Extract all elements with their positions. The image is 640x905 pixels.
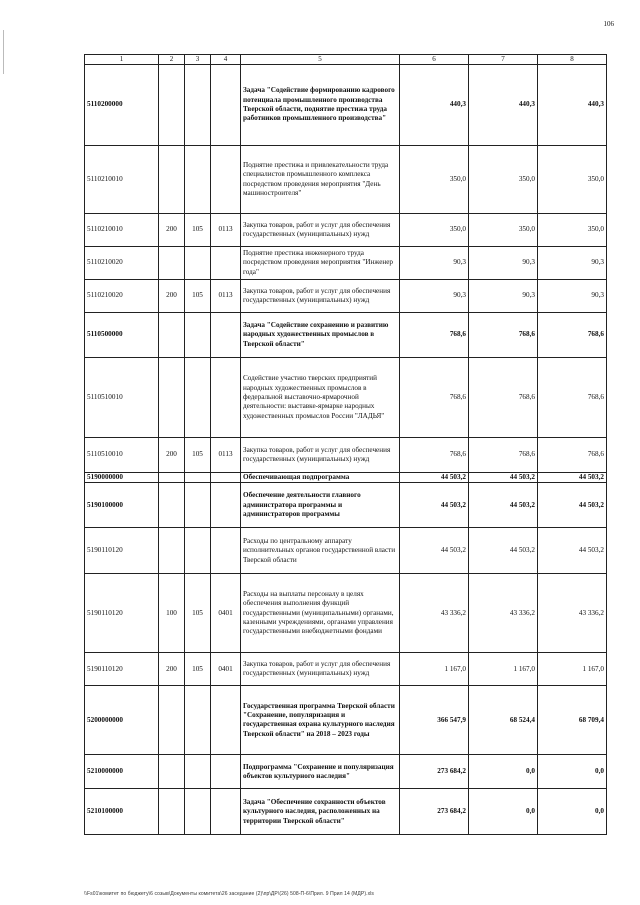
section-cell: 0401 <box>211 574 241 653</box>
amount-col7-cell: 350,0 <box>469 146 538 214</box>
header-cell: 3 <box>185 55 211 65</box>
section-cell <box>211 755 241 789</box>
item-name-cell: Задача "Обеспечение сохранности объектов культурного наследия, расположенных на территории Тверской области" <box>241 789 400 835</box>
budget-code-cell: 5110510010 <box>85 438 159 473</box>
amount-col7-cell: 90,3 <box>469 247 538 280</box>
budget-code-cell: 5200000000 <box>85 686 159 755</box>
amount-col6-cell: 768,6 <box>400 313 469 358</box>
expense-type-cell <box>159 146 185 214</box>
budget-code-cell: 5110500000 <box>85 313 159 358</box>
table-row <box>85 65 607 146</box>
header-cell: 1 <box>85 55 159 65</box>
budget-code-cell: 5110210010 <box>85 146 159 214</box>
section-cell <box>211 358 241 438</box>
item-name-cell: Поднятие престижа и привлекательности труда специалистов промышленного комплекса посредством проведения мероприятия "День машиностроителя" <box>241 146 400 214</box>
item-name-cell: Задача "Содействие формированию кадрового потенциала промышленного производства Тверской области, поднятие престижа труда работников промышленного производства" <box>241 65 400 146</box>
department-cell <box>185 313 211 358</box>
item-name-cell: Закупка товаров, работ и услуг для обеспечения государственных (муниципальных) нужд <box>241 214 400 247</box>
amount-col8-cell: 44 503,2 <box>538 473 607 483</box>
amount-col7-cell: 768,6 <box>469 438 538 473</box>
amount-col7-cell: 43 336,2 <box>469 574 538 653</box>
amount-col8-cell: 350,0 <box>538 214 607 247</box>
expense-type-cell <box>159 789 185 835</box>
expense-type-cell: 200 <box>159 438 185 473</box>
section-cell: 0113 <box>211 438 241 473</box>
amount-col6-cell: 350,0 <box>400 214 469 247</box>
budget-code-cell: 5210000000 <box>85 755 159 789</box>
expense-type-cell: 200 <box>159 653 185 686</box>
amount-col8-cell: 1 167,0 <box>538 653 607 686</box>
department-cell: 105 <box>185 653 211 686</box>
department-cell <box>185 473 211 483</box>
expense-type-cell: 100 <box>159 574 185 653</box>
expense-type-cell: 200 <box>159 280 185 313</box>
section-cell <box>211 247 241 280</box>
table-row <box>85 473 607 483</box>
amount-col7-cell: 44 503,2 <box>469 528 538 574</box>
section-cell: 0113 <box>211 214 241 247</box>
page-number: 106 <box>603 20 614 28</box>
amount-col8-cell: 0,0 <box>538 789 607 835</box>
amount-col6-cell: 768,6 <box>400 438 469 473</box>
department-cell <box>185 358 211 438</box>
budget-code-cell: 5190110120 <box>85 574 159 653</box>
amount-col6-cell: 90,3 <box>400 280 469 313</box>
department-cell <box>185 528 211 574</box>
amount-col6-cell: 350,0 <box>400 146 469 214</box>
department-cell: 105 <box>185 280 211 313</box>
department-cell: 105 <box>185 214 211 247</box>
amount-col6-cell: 366 547,9 <box>400 686 469 755</box>
department-cell: 105 <box>185 438 211 473</box>
item-name-cell: Закупка товаров, работ и услуг для обеспечения государственных (муниципальных) нужд <box>241 438 400 473</box>
table-row <box>85 528 607 574</box>
amount-col7-cell: 44 503,2 <box>469 473 538 483</box>
table-row <box>85 358 607 438</box>
amount-col8-cell: 43 336,2 <box>538 574 607 653</box>
item-name-cell: Поднятие престижа инженерного труда посредством проведения мероприятия "Инженер года" <box>241 247 400 280</box>
expense-type-cell <box>159 686 185 755</box>
amount-col7-cell: 0,0 <box>469 755 538 789</box>
table-row <box>85 789 607 835</box>
amount-col7-cell: 90,3 <box>469 280 538 313</box>
table-row <box>85 483 607 528</box>
department-cell <box>185 789 211 835</box>
item-name-cell: Обеспечение деятельности главного администратора программы и администраторов программы <box>241 483 400 528</box>
amount-col8-cell: 44 503,2 <box>538 528 607 574</box>
table-row <box>85 653 607 686</box>
budget-code-cell: 5110210020 <box>85 280 159 313</box>
amount-col6-cell: 1 167,0 <box>400 653 469 686</box>
amount-col6-cell: 768,6 <box>400 358 469 438</box>
amount-col6-cell: 44 503,2 <box>400 473 469 483</box>
amount-col6-cell: 44 503,2 <box>400 483 469 528</box>
section-cell <box>211 313 241 358</box>
table-row <box>85 247 607 280</box>
header-cell: 5 <box>241 55 400 65</box>
budget-code-cell: 5110200000 <box>85 65 159 146</box>
section-cell <box>211 528 241 574</box>
footer-file-path: \\Fs01\комитет по бюджету\6 созыв\Документы комитета\26 заседание (2)\пр\ДР\(26) 508-П-6\Прил. 9 Прил 14 (МДР).xls <box>84 891 375 897</box>
section-cell <box>211 483 241 528</box>
header-cell: 8 <box>538 55 607 65</box>
section-cell <box>211 789 241 835</box>
item-name-cell: Закупка товаров, работ и услуг для обеспечения государственных (муниципальных) нужд <box>241 653 400 686</box>
budget-code-cell: 5190000000 <box>85 473 159 483</box>
amount-col8-cell: 350,0 <box>538 146 607 214</box>
department-cell <box>185 686 211 755</box>
section-cell <box>211 65 241 146</box>
item-name-cell: Закупка товаров, работ и услуг для обеспечения государственных (муниципальных) нужд <box>241 280 400 313</box>
budget-code-cell: 5190110120 <box>85 528 159 574</box>
item-name-cell: Содействие участию тверских предприятий народных художественных промыслов в федеральной выставочно-ярмарочной деятельности: выставке-ярмарке народных художественных промыслов России "ЛАДЬЯ" <box>241 358 400 438</box>
header-cell: 4 <box>211 55 241 65</box>
department-cell <box>185 65 211 146</box>
amount-col6-cell: 273 684,2 <box>400 789 469 835</box>
amount-col7-cell: 350,0 <box>469 214 538 247</box>
header-cell: 7 <box>469 55 538 65</box>
amount-col7-cell: 440,3 <box>469 65 538 146</box>
table-row <box>85 686 607 755</box>
budget-code-cell: 5190100000 <box>85 483 159 528</box>
expense-type-cell <box>159 313 185 358</box>
table-row <box>85 280 607 313</box>
amount-col8-cell: 90,3 <box>538 280 607 313</box>
amount-col8-cell: 768,6 <box>538 438 607 473</box>
table-body <box>85 55 607 835</box>
expense-type-cell <box>159 473 185 483</box>
section-cell <box>211 146 241 214</box>
amount-col7-cell: 768,6 <box>469 358 538 438</box>
item-name-cell: Расходы на выплаты персоналу в целях обеспечения выполнения функций государственными (муниципальными) органами, казенными учреждениями, органами управления государственными внебюджетными фондами <box>241 574 400 653</box>
amount-col8-cell: 90,3 <box>538 247 607 280</box>
amount-col8-cell: 768,6 <box>538 313 607 358</box>
item-name-cell: Расходы по центральному аппарату исполнительных органов государственной власти Тверской области <box>241 528 400 574</box>
scan-edge-mark <box>3 30 4 74</box>
budget-code-cell: 5110510010 <box>85 358 159 438</box>
header-cell: 2 <box>159 55 185 65</box>
table-row <box>85 214 607 247</box>
amount-col8-cell: 440,3 <box>538 65 607 146</box>
section-cell <box>211 473 241 483</box>
amount-col7-cell: 0,0 <box>469 789 538 835</box>
amount-col7-cell: 68 524,4 <box>469 686 538 755</box>
department-cell <box>185 146 211 214</box>
table-row <box>85 313 607 358</box>
section-cell: 0401 <box>211 653 241 686</box>
amount-col6-cell: 440,3 <box>400 65 469 146</box>
expense-type-cell <box>159 483 185 528</box>
expense-type-cell <box>159 755 185 789</box>
department-cell <box>185 247 211 280</box>
header-cell: 6 <box>400 55 469 65</box>
expense-type-cell <box>159 528 185 574</box>
amount-col7-cell: 1 167,0 <box>469 653 538 686</box>
budget-code-cell: 5190110120 <box>85 653 159 686</box>
item-name-cell: Государственная программа Тверской области "Сохранение, популяризация и государственная охрана культурного наследия Тверской области" на 2018 – 2023 годы <box>241 686 400 755</box>
amount-col6-cell: 90,3 <box>400 247 469 280</box>
department-cell <box>185 483 211 528</box>
amount-col8-cell: 44 503,2 <box>538 483 607 528</box>
table-row <box>85 438 607 473</box>
item-name-cell: Подпрограмма "Сохранение и популяризация объектов культурного наследия" <box>241 755 400 789</box>
expense-type-cell <box>159 358 185 438</box>
amount-col6-cell: 273 684,2 <box>400 755 469 789</box>
budget-table <box>84 54 607 835</box>
expense-type-cell <box>159 247 185 280</box>
department-cell <box>185 755 211 789</box>
expense-type-cell <box>159 65 185 146</box>
amount-col7-cell: 768,6 <box>469 313 538 358</box>
amount-col8-cell: 768,6 <box>538 358 607 438</box>
budget-code-cell: 5110210010 <box>85 214 159 247</box>
table-row <box>85 755 607 789</box>
item-name-cell: Обеспечивающая подпрограмма <box>241 473 400 483</box>
section-cell <box>211 686 241 755</box>
table-row <box>85 146 607 214</box>
budget-code-cell: 5110210020 <box>85 247 159 280</box>
budget-code-cell: 5210100000 <box>85 789 159 835</box>
amount-col8-cell: 0,0 <box>538 755 607 789</box>
table-header-row <box>85 55 607 65</box>
table-row <box>85 574 607 653</box>
expense-type-cell: 200 <box>159 214 185 247</box>
amount-col6-cell: 43 336,2 <box>400 574 469 653</box>
amount-col8-cell: 68 709,4 <box>538 686 607 755</box>
department-cell: 105 <box>185 574 211 653</box>
section-cell: 0113 <box>211 280 241 313</box>
item-name-cell: Задача "Содействие сохранению и развитию народных художественных промыслов в Тверской области" <box>241 313 400 358</box>
amount-col7-cell: 44 503,2 <box>469 483 538 528</box>
amount-col6-cell: 44 503,2 <box>400 528 469 574</box>
